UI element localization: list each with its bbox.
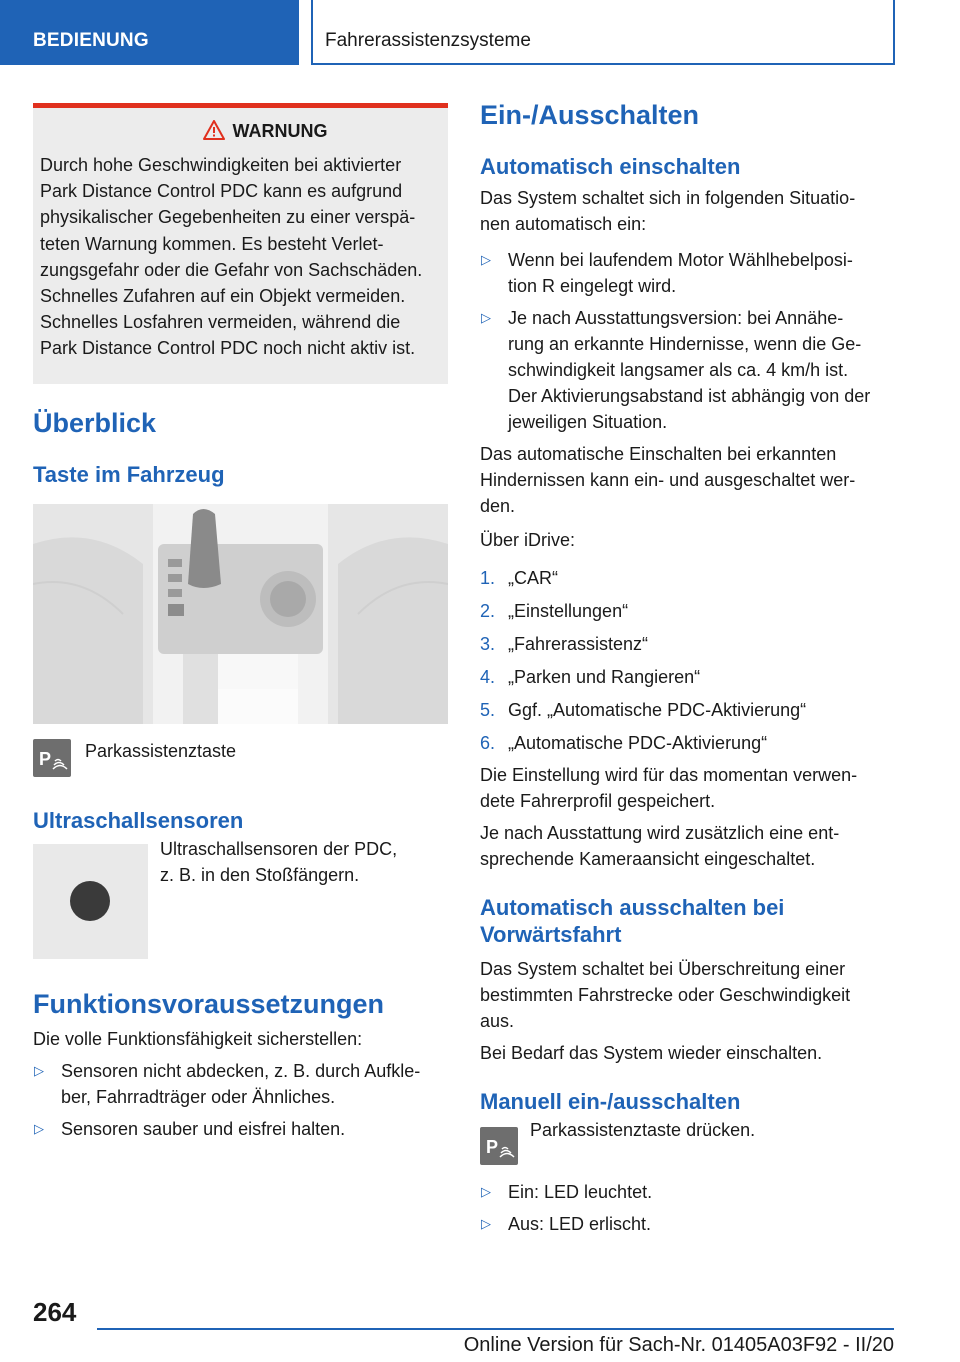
warning-line: zungsgefahr oder die Gefahr von Sachschäden. [40, 259, 423, 280]
step-number: 3. [480, 634, 496, 654]
manual-row [480, 1117, 900, 1165]
warning-box [33, 103, 448, 384]
warning-triangle-icon [203, 120, 225, 140]
bullet-triangle-icon: ▷ [34, 1062, 44, 1078]
sensors-line: Ultraschallsensoren der PDC, [160, 838, 398, 859]
auto-on-intro: Das System schaltet sich in folgenden Situatio- nen automatisch ein: [480, 188, 856, 234]
step-item [480, 565, 900, 591]
warning-line: Durch hohe Geschwindigkeiten bei aktivierter [40, 155, 402, 175]
footer-divider [97, 1328, 894, 1330]
warning-line: Park Distance Control PDC kann es aufgrund [40, 181, 403, 202]
list-item-line: Wenn bei laufendem Motor Wählhebelposi- [508, 250, 853, 270]
park-assist-button-icon [480, 1127, 518, 1165]
manual-list [480, 1179, 900, 1237]
sensors-row [33, 836, 448, 959]
bullet-triangle-icon: ▷ [481, 252, 491, 267]
list-item [33, 1058, 448, 1110]
ultrasonic-sensor-image [33, 844, 148, 959]
section-tab: BEDIENUNG [0, 0, 299, 65]
saved-note: Die Einstellung wird für das momentan verwen- dete Fahrerprofil gespeichert. [480, 765, 858, 811]
list-item-line: rung an erkannte Hindernisse, wenn die Ge- [508, 334, 862, 354]
bullet-triangle-icon: ▷ [481, 1216, 491, 1231]
step-item [480, 598, 900, 624]
warning-title-text: WARNUNG [232, 121, 328, 141]
page-number: 264 [33, 1297, 77, 1327]
warning-title [90, 120, 440, 142]
onoff-heading: Ein-/Ausschalten [480, 100, 700, 130]
list-item-line: Sensoren nicht abdecken, z. B. durch Aufkle- [61, 1060, 421, 1081]
auto-on-note: Das automatische Einschalten bei erkannten Hindernissen kann ein- und ausgeschaltet wer- den. [480, 444, 856, 516]
idrive-steps [480, 565, 900, 756]
list-item-line: Sensoren sauber und eisfrei halten. [61, 1118, 346, 1139]
auto-off-text2: Bei Bedarf das System wieder einschalten. [480, 1043, 823, 1063]
gear-selector-photo [33, 504, 448, 724]
warning-line: physikalischer Gegebenheiten zu einer verspä- [40, 207, 416, 228]
warning-line: Schnelles Zufahren auf ein Objekt vermeiden. [40, 286, 406, 307]
svg-text:P: P [39, 748, 52, 769]
list-item-text: Aus: LED erlischt. [508, 1214, 652, 1234]
requirements-list [33, 1058, 448, 1142]
list-item-line: tion R eingelegt wird. [508, 276, 677, 296]
park-assist-button-icon [33, 739, 71, 777]
list-item [480, 1211, 900, 1237]
footer-online-version: Online Version für Sach-Nr. 01405A03F92 - II/20 [463, 1334, 894, 1356]
manual-text: Parkassistenztaste drücken. [530, 1120, 756, 1140]
list-item-line: Je nach Ausstattungsversion: bei Annähe- [508, 308, 844, 328]
step-item [480, 631, 900, 657]
step-number: 1. [480, 568, 496, 588]
button-caption: Parkassistenztaste [85, 740, 237, 761]
step-item [480, 697, 900, 723]
step-text: „Automatische PDC-Aktivierung“ [508, 733, 768, 753]
chapter-title: Fahrerassistenzsysteme [311, 0, 895, 65]
requirements-heading: Funktionsvoraussetzungen [33, 988, 385, 1019]
list-item [480, 305, 900, 435]
list-item-line: schwindigkeit langsamer als ca. 4 km/h ist. [508, 360, 849, 380]
step-text: „Fahrerassistenz“ [508, 634, 649, 654]
warning-line: teten Warnung kommen. Es besteht Verlet- [40, 233, 384, 254]
list-item [33, 1116, 448, 1142]
svg-text:P: P [486, 1137, 499, 1157]
step-number: 4. [480, 667, 496, 687]
list-item-line: jeweiligen Situation. [508, 412, 668, 432]
warning-line: Schnelles Losfahren vermeiden, während die [40, 312, 401, 333]
button-heading: Taste im Fahrzeug [33, 461, 225, 487]
idrive-label: Über iDrive: [480, 530, 576, 550]
step-item [480, 664, 900, 690]
requirements-intro: Die volle Funktionsfähigkeit sicherstellen: [33, 1028, 363, 1049]
bullet-triangle-icon: ▷ [481, 310, 491, 325]
center-console-illustration [33, 504, 448, 724]
step-text: Ggf. „Automatische PDC-Aktivierung“ [508, 700, 807, 720]
auto-off-text: Das System schaltet bei Überschreitung einer bestimmten Fahrstrecke oder Geschwindigkeit aus. [480, 959, 851, 1031]
manual-heading: Manuell ein-/ausschalten [480, 1089, 741, 1114]
button-caption-row [33, 739, 448, 777]
list-item [480, 1179, 900, 1205]
list-item-line: ber, Fahrradträger oder Ähnliches. [61, 1086, 336, 1107]
list-item-text: Ein: LED leuchtet. [508, 1182, 653, 1202]
sensors-line: z. B. in den Stoßfängern. [160, 864, 360, 885]
sensors-text [160, 836, 397, 959]
warning-line: Park Distance Control PDC noch nicht aktiv ist. [40, 338, 416, 359]
sensors-heading: Ultraschallsensoren [33, 807, 244, 833]
overview-heading: Überblick [33, 407, 157, 438]
auto-on-heading: Automatisch einschalten [480, 154, 741, 179]
bullet-triangle-icon: ▷ [34, 1120, 44, 1136]
step-item [480, 730, 900, 756]
camera-note: Je nach Ausstattung wird zusätzlich eine ent- sprechende Kameraansicht eingeschaltet. [480, 823, 840, 869]
right-column [480, 100, 900, 1237]
step-text: „Parken und Rangieren“ [508, 667, 701, 687]
step-number: 5. [480, 700, 496, 720]
left-column [33, 103, 448, 1142]
step-text: „CAR“ [508, 568, 558, 588]
list-item [480, 247, 900, 299]
auto-off-heading: Automatisch ausschalten bei Vorwärtsfahrt [480, 895, 785, 947]
auto-on-list [480, 247, 900, 435]
step-text: „Einstellungen“ [508, 601, 629, 621]
list-item-line: Der Aktivierungsabstand ist abhängig von der [508, 386, 871, 406]
warning-text [40, 152, 440, 362]
step-number: 2. [480, 601, 496, 621]
bullet-triangle-icon: ▷ [481, 1184, 491, 1199]
sensor-icon [70, 881, 110, 921]
step-number: 6. [480, 733, 496, 753]
